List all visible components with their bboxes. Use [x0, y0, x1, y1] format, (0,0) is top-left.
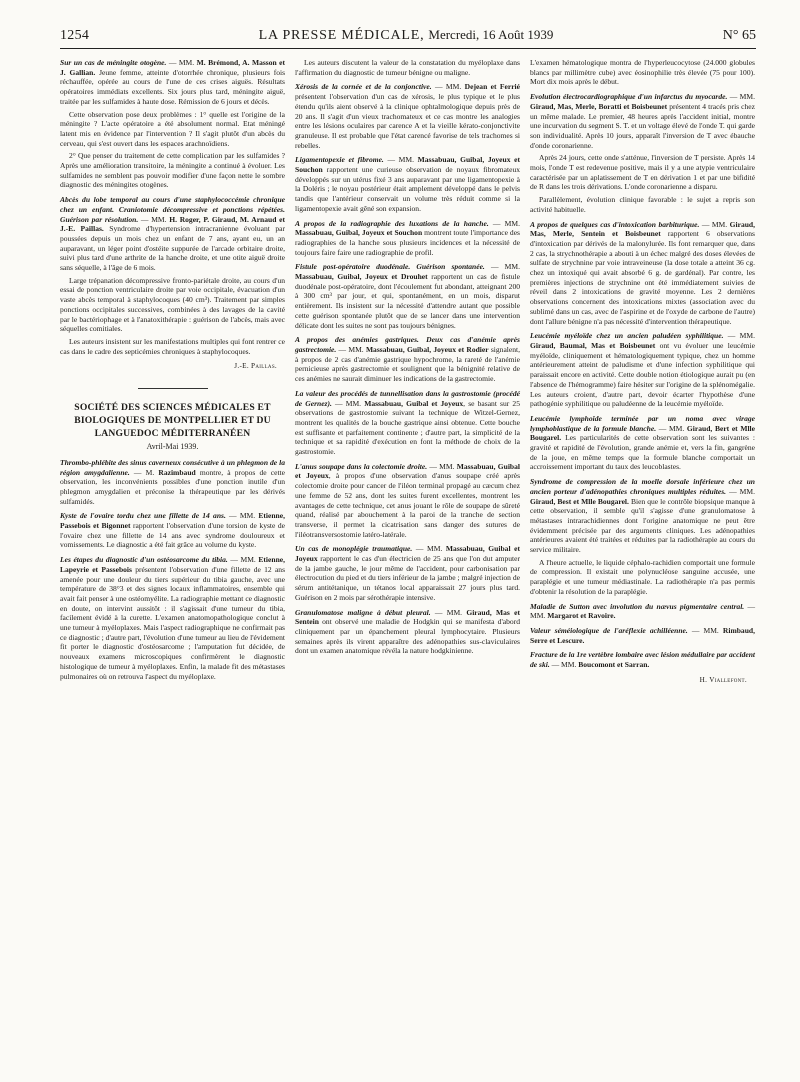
entry-body: signalent, à propos de 2 cas d'anémie gastrique hypochrome, la rareté de l'anémie pernicieuse après gastrectomie et soulignent que la bénignité relative de ces anémies ne saurait diminuer les indications de la gastrectomie. — [295, 344, 520, 384]
entry-body: Syndrome d'hypertension intracranienne évoluant par poussées depuis un mois chez un enfant de 7 ans, ayant eu, un an auparavant, un léger point d'ostéite suppurée de l'arcade orbitaire droite, suivi plus tard d'une arthrite de la hanche droite, et une otite aiguë droite sans séquelle, à l'âge de 6 mois. — [60, 224, 285, 273]
entry-lead: — MM. — [656, 423, 685, 433]
article-columns — [60, 58, 756, 691]
entry-title: Sur un cas de méningite otogène. — [60, 58, 167, 67]
entry-body: Jeune femme, atteinte d'otorrhée chronique, plusieurs fois réchauffée, opérée au cours de l'une de ces crises aiguës. Résultats opératoires immédiats excellents. Six jours plus tard, méningite aiguë, traitée par les sulfamides à haute dose. Rémission de 6 jours et décès. — [60, 67, 286, 106]
column-middle — [295, 58, 520, 691]
entry-title: Evolution électrocardiographique d'un infarctus du myocarde. — [530, 92, 728, 102]
entry-lead: — MM. — [723, 331, 755, 341]
entry-title: Xérosis de la cornée et de la conjonctive. — [295, 82, 432, 92]
entry-body: , à propos d'une observation d'anus soupape créé après colectomie droite pour cancer de l'iléon terminal propagé au cæcum chez une femme de 52 ans, dont les suites furent excellentes, montrent les avantages de cette technique, cet anus jouant le rôle de soupape de sûreté quand, réalisé par abouchement à la paroi de la tranche de section transverse, il permet la cicatrisation sans danger des sutures de l'iléotransversostomie latéro-latérale. — [295, 471, 521, 539]
signature: J.-E. Paillas. — [234, 362, 277, 371]
entry-xerosis — [295, 82, 520, 150]
entry-lead: — MM. — [138, 214, 167, 224]
entry-authors: Massabuau, Guibal et Joyeux — [295, 544, 520, 564]
entry-authors: Massabuau, Guibal et Joyeux — [364, 398, 464, 408]
entry-authors: Massabuau, Guibal, Joyeux et Souchon — [295, 228, 423, 238]
entry-ecg-infarction — [530, 92, 755, 150]
entry-lead: — MM. — [699, 219, 728, 229]
entry-sutton-disease — [530, 602, 755, 621]
entry-achilles-areflexia — [530, 626, 755, 645]
entry-lead: — MM. — [484, 262, 520, 272]
entry-title: Thrombo-phlébite des sinus caverneux consécutive à un phlegmon de la région amygdalienne. — [60, 457, 285, 477]
entry-lead: — MM. — [727, 92, 755, 102]
entry-title: A propos de quelques cas d'intoxication barbiturique. — [530, 219, 700, 229]
entry-title: Fistule post-opératoire duodénale. Guérison spontanée. — [295, 262, 485, 272]
entry-authors: Razimbaud — [158, 467, 196, 477]
entry-body: ont vu évoluer une leucémie myéloïde, cliniquement et hématologiquement typique, chez un homme antérieurement atteint de paludisme et d'une infection syphilitique qui paraissait encore en activité. Cette double notion étiologique aurait pu (en l'absence de l'hémogramme) faire hésiter sur l'origine de la splénomégalie. Les auteurs croient, d'autre part, devoir écarter l'hypothèse d'une pathogénie syphilitique ou paludéenne de la leucémie myéloïde. — [530, 340, 755, 409]
entry-title: La valeur des procédés de tunnellisation dans la gastrostomie (procédé de Gernez). — [295, 388, 520, 408]
entry-authors: Rimbaud, Serre et Lescure. — [530, 625, 755, 645]
entry-lead: — MM. — [227, 555, 256, 565]
entry-authors: Massabuau, Guibal, Joyeux et Drouhet — [295, 272, 428, 282]
entry-title: Fracture de la 1re vertèbre lombaire avec lésion médullaire par accident de ski. — [530, 650, 755, 670]
entry-body: présentent l'observation d'un cas de xérosis, le plus typique et le plus étendu qu'ils aient observé à la clinique ophtalmologique depuis près de 20 ans. Il s'agit d'un vieux trachomateux et ce cas montre les analogies entre les lésions oculaires par carence A et la vieille kérato-conjonctivite granuleuse. Il est probable que l'état carencé favorise de tels trachomes si rebelles. — [295, 92, 520, 150]
paragraph: Large trépanation décompressive fronto-pariétale droite, au cours d'un essai de ponction ventriculaire droite par voie occipitale, évacuation d'un vaste abcès temporal à staphylocoques (40 cm³). Traitement par simples ponctions occipitales successives, combinées à des lavages de la cavité par le bactériophage et à l'anatoxithérapie : guérison de l'abcès, mais avec séquelles comitiales. — [60, 275, 285, 334]
entry-lead: — MM. — [488, 218, 520, 228]
entry-lead: — MM. — [412, 544, 443, 554]
entry-monoplegia — [295, 544, 520, 602]
entry-duodenal-fistula — [295, 262, 520, 330]
entry-title: Granulomatose maligne à début pleural. — [295, 607, 431, 617]
signature: H. Viallefont. — [699, 675, 747, 684]
entry-body: rapportent le cas d'un électricien de 25 ans que l'on dut amputer de la jambe gauche, le jour même de l'accident, pour carbonisation par électrocution du pied et du tiers inférieur de la jambe ; malgré injection de sérum antitétanique, un tétanos local apparaissait 27 jours plus tard. Guérison en 2 mois par sérothérapie intensive. — [295, 554, 520, 602]
entry-body: rapportent l'observation d'une torsion de kyste de l'ovaire chez une fillette de 14 ans avec syndrome douloureux et vomissements. Le diagnostic a été fait grâce au volume du kyste. — [60, 521, 285, 550]
entry-gastric-anemia — [295, 335, 520, 384]
entry-lead: — MM. — [336, 344, 364, 354]
masthead — [259, 26, 554, 44]
entry-lead: — MM. — [383, 155, 414, 165]
entry-gastrostomy — [295, 389, 520, 457]
entry-title: Syndrome de compression de la moelle dorsale inférieure chez un ancien porteur d'adénopathies chroniques multiples réduites. — [530, 477, 755, 496]
column-left — [60, 58, 285, 691]
entry-title: A propos de la radiographie des luxations de la hanche. — [295, 218, 489, 228]
entry-authors: Margarot et Ravoire. — [547, 611, 616, 621]
entry-title: Leucémie lymphoïde terminée par un noma avec virage lymphoblastique de la formule blanche. — [530, 413, 755, 433]
entry-lead: — M. — [129, 467, 155, 477]
entry-title: Maladie de Sutton avec involution du nævus pigmentaire central. — [530, 601, 745, 611]
paragraph: Cette observation pose deux problèmes : 1° quelle est l'origine de la méningite ? L'acte opératoire a été absolument normal. Etat méningé latent mis en évidence par l'intervention ? Il s'agit plutôt d'un abcès du cerveau, qui s'est ouvert dans les espaces arachnoïdiens. — [60, 109, 285, 148]
entry-authors: Giraud, Best et Mlle Bougarel. — [530, 496, 629, 506]
paragraph: A l'heure actuelle, le liquide céphalo-rachidien comportait une formule de compression. Il existait une polynucléose sanguine accusée, une paraplégie et une tumeur médiastinale. La radiothérapie n'a pas permis d'obtenir la résolution de la paraplégie. — [530, 557, 755, 596]
entry-authors: Giraud, Baumal, Mas et Boisbeunet — [530, 340, 656, 350]
issue-date: Mercredi, 16 Août 1939 — [428, 27, 554, 42]
paragraph: 2° Que penser du traitement de cette complication par les sulfamides ? Après une amélioration transitoire, la méningite a continué à évoluer. Les sulfamides ne semblent pas pouvoir modifier d'une façon nette le sombre diagnostic des méningites otogènes. — [60, 151, 285, 190]
entry-body: rapportent 6 observations d'intoxication par dérivés de la malonylurée. Ils font remarquer que, dans 2 cas, la strychnothérapie a abouti à un échec malgré des doses élevées de sulfate de strychnine par voie intraveineuse (la dose totale a atteint 36 cg. chez un intoxiqué qui avait absorbé 6 g. de gardénal). Par contre, les premières injections de strychnine ont été immédiatement suivies de réveil dans 2 intoxications de gravité moyenne. Les 2 dernières observations concernent des intoxications mixtes (association avec du sublimé dans un cas, avec de l'aspirine et de l'oxyde de carbone de l'autre) dont l'allure bénigne n'a pas nécessité d'intervention thérapeutique. — [530, 229, 755, 326]
entry-title: A propos des anémies gastriques. Deux cas d'anémie après gastrectomie. — [295, 335, 520, 354]
entry-title: Abcès du lobe temporal au cours d'une staphylococcémie chronique chez un enfant. Craniotomie décompressive et ponctions répétées. Guérison par résolution. — [60, 195, 285, 224]
entry-lead: — MM. — [427, 461, 455, 471]
entry-authors: H. Roger, P. Giraud, M. Arnaud et J.-E. Paillas. — [60, 214, 285, 234]
entry-body: Les particularités de cette observation sont les suivantes : gravité et rapidité de l'évolution, grande anémie et, vers la fin, gangrène de la joue, en même temps que la formule blanche comportait un accroissement important du taux des leucoblastes. — [530, 433, 755, 472]
paragraph: L'examen hématologique montra de l'hyperleucocytose (24.000 globules blancs par millimètre cube) avec éosinophilie très élevée (75 pour 100). Mort dix mois après le début. — [530, 58, 755, 87]
entry-title: Leucémie myéloïde chez un ancien paludéen syphilitique. — [530, 331, 724, 341]
entry-lead: — MM. — [687, 625, 719, 635]
entry-body: présentent 4 tracés pris chez un même malade. Le premier, 48 heures après l'accident initial, montre une incurvation du segment S. T. et un voltage élevé de l'onde T. qui garde son individualité. Après 10 jours, apparaît l'inversion de T avec ébauche d'onde coronarienne. — [530, 101, 755, 150]
entry-body: ont observé une maladie de Hodgkin qui se manifesta d'abord cliniquement par un épanchement pleural lymphocytaire. Plusieurs semaines après ils virent apparaître des adénopathies sus-claviculaires dont un examen anatomique révéla la nature hodgkinienne. — [295, 617, 520, 656]
entry-authors: Giraud, Mas, Merle, Boratti et Boisbeunet — [530, 101, 668, 111]
entry-barbiturate — [530, 220, 755, 327]
entry-lead: — MM. — [549, 660, 577, 670]
entry-body: rapportent une curieuse observation de noyaux fibromateux développés sur un utérus fixé 3 ans auparavant par une ligamentopexie à la Doléris ; le noyau postérieur était amplement développé dans le pelvis tandis que l'antérieur conservait un volume très réduit comme si la ligamentopexie avait gêné son expansion. — [295, 165, 520, 213]
column-right — [530, 58, 755, 691]
entry-lead: — MM. — [726, 486, 755, 496]
entry-authors: Giraud, Mas et Sentein — [295, 607, 520, 627]
session-date: Avril-Mai 1939. — [146, 442, 199, 452]
entry-osteosarcoma — [60, 555, 285, 681]
entry-authors: M. Brémond, A. Masson et J. Gallian. — [60, 58, 286, 77]
entry-lymphoid-leukemia — [530, 414, 755, 472]
entry-authors: Dejean et Ferrié — [464, 82, 520, 92]
entry-ovarian-cyst — [60, 511, 285, 550]
page-number: 1254 — [60, 28, 90, 43]
entry-lead: — MM. — [166, 58, 195, 67]
entry-title: Valeur séméiologique de l'aréflexie achilléenne. — [530, 625, 688, 635]
entry-body: montre, à propos de cette observation, les inconvénients possibles d'une ponction inutile d'un phlegmon amygdalien et préconise la thérapeutique par les dérivés sulfamidés. — [60, 467, 285, 506]
entry-title: Les étapes du diagnostic d'un ostéosarcome du tibia. — [60, 555, 228, 565]
entry-authors: Etienne, Lapeyrie et Passebois — [60, 555, 285, 574]
journal-title: LA PRESSE MÉDICALE, — [258, 28, 425, 43]
entry-spinal-compression — [530, 477, 755, 555]
entry-lead: — MM. — [225, 511, 256, 521]
paragraph: Les auteurs discutent la valeur de la constatation du myéloplaxe dans l'affirmation du diagnostic de tumeur bénigne ou maligne. — [295, 58, 520, 77]
entry-authors: Giraud, Mas, Merle, Sentein et Boisbeunet — [530, 219, 755, 239]
entry-authors: Etienne, Passebois et Bigonnet — [60, 511, 285, 531]
entry-title: Kyste de l'ovaire tordu chez une fillette de 14 ans. — [60, 511, 226, 521]
entry-thrombophlebitis — [60, 458, 285, 507]
entry-ski-fracture — [530, 650, 755, 669]
entry-valve-anus — [295, 462, 520, 540]
entry-otogenic-meningitis — [60, 58, 285, 107]
entry-lead: — MM. — [431, 82, 462, 92]
entry-lead: — MM. — [430, 607, 463, 617]
entry-granulomatosis — [295, 608, 520, 657]
entry-body: , se basant sur 25 observations de gastrostomie suivant la technique de Witzel-Gernez, montrent les qualités de la bouche gastrique ainsi obtenue. Cette bouche est suffisante et parfaitement continente ; d'autre part, la simplicité de la technique et sa rapidité d'exécution en font la méthode de choix de la gastrostomie. — [295, 398, 520, 457]
paragraph: Après 24 jours, cette onde s'atténue, l'inversion de T persiste. Après 14 mois, l'onde T est redevenue positive, mais il y a une atypie ventriculaire caractérisée par un aplatissement de T en dérivation 1 et par une bifidité de R dans les trois dérivations. L'onde coronarienne a disparu. — [530, 153, 755, 192]
section-divider — [138, 388, 208, 389]
entry-title: Un cas de monoplégie traumatique. — [295, 544, 413, 554]
entry-lead: — MM. — [331, 398, 362, 408]
entry-authors: Massabuau, Guibal, Joyeux et Rodier — [365, 344, 489, 354]
entry-body: présentent l'observation d'une fillette de 12 ans amenée pour une douleur du tiers supérieur du tibia gauche, avec une température de 38°3 et des signes locaux inflammatoires, ensemble qui avait fait penser à une ostéomyélite. La radiographie mettant ce diagnostic en doute, on intervint aussitôt : il s'agissait d'une tumeur du tibia, facilement évidé à la curette. L'examen anatomopathologique conclut à une tumeur à myéloplaxes. Mais l'aspect radiographique ne confirmait pas ce diagnostic ; d'autre part, l'évolution d'une tumeur au lieu de l'évidement fit porter le diagnostic d'ostéosarcome ; l'amputation fut décidée, de nouveaux examens microscopiques confirmèrent le diagnostic histologique de tumeur à myéloplaxes. Enfin, la malade fit des métastases pulmonaires où on retrouva l'aspect du myéloplaxe. — [60, 564, 286, 681]
entry-body: montrent toute l'importance des radiographies de la hanche sous plusieurs incidences et la nécessité de toujours faire faire une radiographie de profil. — [295, 228, 520, 257]
entry-body: Bien que le contrôle biopsique manque à cette observation, il semble qu'il s'agisse d'une granulomatose à métastases intrarachidiennes dont l'origine anatomique ne peut être évidemment précisée par des arguments cliniques. Les adénopathies antérieures avaient été traitées et réduites par la radiothérapie au cours du service militaire. — [530, 496, 755, 555]
entry-temporal-abscess — [60, 195, 285, 273]
entry-authors: Massabuau, Guibal et Joyeux — [295, 461, 520, 481]
entry-title: Ligamentopexie et fibrome. — [295, 155, 384, 165]
paragraph: Parallèlement, évolution clinique favorable : le sujet a repris son activité habituelle. — [530, 195, 755, 214]
entry-body: rapportent un cas de fistule duodénale post-opératoire, dont l'écoulement fut abondant, atteignant 200 à 300 cm³ par jour, et qui, spontanément, en un mois, disparut entièrement. Ils insistent sur la nécessité d'attendre autant que possible cette guérison spontanée plutôt que de se lancer dans une intervention délicate dont les suites ne sont pas toujours bénignes. — [295, 272, 520, 330]
entry-authors: Boucomont et Sarran. — [578, 660, 650, 670]
entry-authors: Giraud, Bert et Mlle Bougarel. — [530, 423, 756, 443]
society-heading: SOCIÉTÉ DES SCIENCES MÉDICALES ET BIOLOGIQUES DE MONTPELLIER ET DU LANGUEDOC MÉDITERRANÉEN — [74, 402, 271, 440]
entry-title: L'anus soupape dans la colectomie droite. — [295, 461, 428, 471]
issue-number: N° 65 — [722, 28, 756, 43]
page-header — [60, 18, 756, 49]
entry-myeloid-leukemia — [530, 331, 755, 409]
entry-lead: — MM. — [530, 601, 755, 621]
entry-ligamentopexy — [295, 155, 520, 213]
entry-hip-radiography — [295, 219, 520, 258]
entry-authors: Massabuau, Guibal, Joyeux et Souchon — [295, 155, 520, 175]
paragraph: Les auteurs insistent sur les manifestations multiples qui font rentrer ce cas dans le cadre des septicémies chroniques à staphylocoques. — [60, 336, 285, 356]
